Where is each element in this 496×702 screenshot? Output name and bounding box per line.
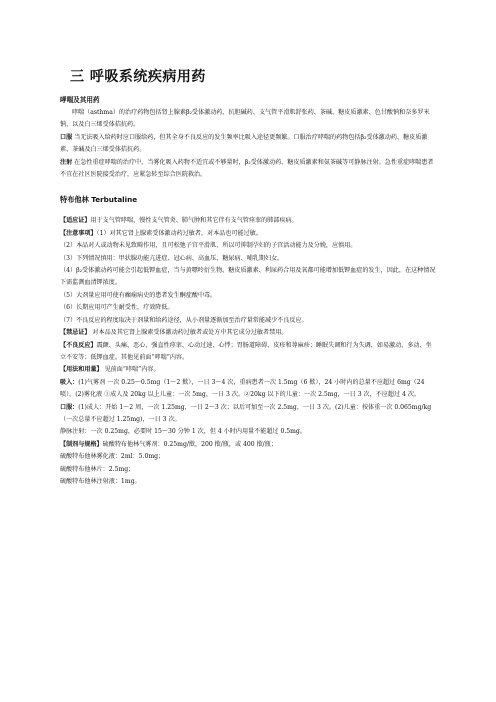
monograph-paragraph [60,402,436,427]
intro-heading: 注射 [60,158,73,166]
monograph-paragraph [60,464,436,476]
monograph-paragraph [60,340,436,365]
section-title: 哮喘及其用药 [60,96,100,104]
intro-text: 哮喘（asthma）的治疗药物包括肾上腺素β₂受体激动药、抗胆碱药、支气管平滑肌舒张药、茶碱、糖皮质激素、色甘酸钠和奈多罗米钠，以及白三烯受体拮抗药。 [60,109,430,129]
monograph-text: （3）下列情况慎用：甲状腺功能亢进症、冠心病、高血压、糖尿病、哺乳期妇女。 [60,254,284,262]
drug-title: 特布他林 Terbutaline [60,195,138,205]
monograph-text: 硫酸特布他林雾化液：2ml：5.0mg； [60,453,165,461]
intro-paragraph [60,132,436,157]
monograph-paragraph [60,228,436,240]
monograph-text: （1）对其它肾上腺素受体激动药过敏者，对本品也可能过敏。 [96,229,262,237]
monograph-text: （4）β₂受体激动药可能会引起低钾血症，当与黄嘌呤衍生物、糖皮质激素、利尿药合用及氧都可能增加低钾血症的发生，因此，在这种情况下需监测血清钾浓度。 [60,267,436,287]
monograph-text: (1)气雾剂 一次 0.25～0.5mg（1～2 揿），一日 3～4 次，重病患者一次 1.5mg（6 揿），24 小时内的总量不应超过 6mg（24 喷）。(2)雾化液 ①成人及 20kg 以上儿童：一次 5mg，一日 3 次。②20kg 以下的儿童：一次 2.5mg，一日 3 次，不应超过 4 次。 [60,378,425,399]
drug-monograph [60,215,436,488]
monograph-paragraph [60,377,436,402]
monograph-text: 用于支气管哮喘，慢性支气管炎、肺气肿和其它伴有支气管痉挛的肺部疾病。 [90,217,298,225]
monograph-paragraph [60,240,436,252]
intro-text: 在急性重症哮喘的治疗中，当雾化吸入药物不适宜或不够量时，β₂受体激动药、糖皮质激素和氨茶碱等可静脉注射。急性重症哮喘患者不宜在社区医院接受治疗，应紧急转至综合医院救治。 [60,158,434,179]
monograph-text: 硫酸特布他林注射液：1mg。 [60,477,141,485]
monograph-heading: 【制剂与规格】 [60,440,103,448]
monograph-paragraph [60,439,436,451]
monograph-text: （7）不良反应的程度取决于剂量和给药途径，从小剂量逐渐加至治疗量常能减少不良反应。 [60,316,308,324]
intro-paragraph [60,157,436,182]
monograph-paragraph [60,315,436,327]
monograph-text: （2）本品对人或动物未见致畸作用，且可松弛子宫平滑肌，所以可抑制孕妇的子宫活动能力及分娩，应慎用。 [60,242,357,250]
monograph-paragraph [60,290,436,302]
monograph-heading: 吸入： [60,378,79,386]
monograph-text: (1)成人：开始 1～2 周，一次 1.25mg，一日 2～3 次；以后可加至一次 2.5mg，一日 3 次。(2)儿童：按体重一次 0.065mg/kg（一次总量不应超过 1.25mg)，一日 3 次。 [60,403,432,423]
monograph-heading: 口服： [60,403,79,411]
intro-heading: 口服 [60,133,73,141]
monograph-paragraph [60,215,436,227]
intro-text: 当无法吸入给药时应口服给药，但其全身不良反应的发生频率比吸入途径更频繁。口服治疗哮喘的药物包括β₂受体激动药、糖皮质激素、茶碱及白三烯受体拮抗药。 [60,133,428,154]
intro-paragraph [60,107,436,132]
monograph-heading: 【禁忌证】 [60,329,91,337]
monograph-text: 对本品及其它肾上腺素受体激动药过敏者或处方中其它成分过敏者禁用。 [90,329,288,337]
monograph-paragraph [60,426,436,438]
intro-block [60,107,436,181]
monograph-text: 见前面“哮喘”内容。 [102,366,160,374]
monograph-paragraph [60,265,436,290]
chapter-title: 三 呼吸系统疾病用药 [70,69,206,85]
monograph-paragraph [60,253,436,265]
monograph-text: （6）长期应用可产生耐受性，疗效降低。 [60,304,174,312]
monograph-paragraph [60,451,436,463]
document-page [60,66,436,488]
monograph-heading: 【适应证】 [60,217,91,225]
monograph-text: 硫酸特布他林片：2.5mg； [60,465,135,473]
monograph-paragraph [60,327,436,339]
monograph-heading: 【不良反应】 [60,341,97,349]
monograph-text: 震颤、头痛、恶心、强直性痉挛、心动过速、心悸；胃肠道障碍、皮疹和荨麻疹；睡眠失调和行为失调，如易激动、多动、坐立不安等；低钾血症。其他见前面“哮喘”内容。 [60,341,432,361]
monograph-heading: 【注意事项】 [60,229,97,237]
monograph-paragraph [60,364,436,376]
monograph-text: 硫酸特布他林气雾剂：0.25mg/揿，200 揿/瓶，或 400 揿/瓶； [102,440,277,448]
monograph-text: （5）大剂量应用可使有癫痫病史的患者发生酮症酸中毒。 [60,291,217,299]
monograph-paragraph [60,476,436,488]
monograph-text: 静脉注射：一次 0.25mg，必要时 15～30 分钟 1 次，但 4 小时内用量不能超过 0.5mg。 [60,428,306,436]
monograph-heading: 【用法和用量】 [60,366,103,374]
monograph-paragraph [60,302,436,314]
